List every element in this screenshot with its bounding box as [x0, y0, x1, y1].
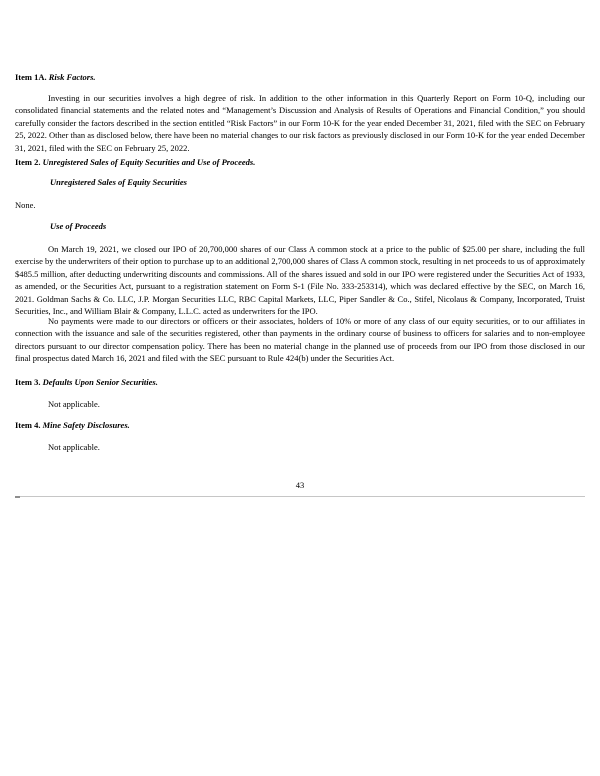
item-1a-paragraph: Investing in our securities involves a high degree of risk. In addition to the other information in this Quarterly Report on Form 10-Q, including our consolidated financial statements and the related notes and “Management’s Discussion and Analysis of Results of Operations and Financial Condition,” you should carefully consider the factors described in the section entitled “Risk Factors” in our Form 10-K for the year ended December 31, 2021, filed with the SEC on February 25, 2022. Other than as disclosed below, there have been no material changes to our risk factors as previously disclosed in our Form 10-K for the year ended December 31, 2021, filed with the SEC on February 25, 2022.	[15, 93, 585, 153]
item-2-label: Item 2.	[15, 157, 41, 167]
unregistered-sales-subheading: Unregistered Sales of Equity Securities	[50, 177, 187, 187]
item-3-label: Item 3.	[15, 377, 41, 387]
item-3-heading	[15, 376, 585, 388]
page-number: 43	[295, 480, 305, 490]
use-of-proceeds-subheading: Use of Proceeds	[50, 221, 107, 231]
item-3-body: Not applicable.	[48, 399, 100, 409]
item-4-heading	[15, 419, 585, 431]
use-of-proceeds-paragraph-2: No payments were made to our directors or officers or their associates, holders of 10% or more of any class of our equity securities, or to our affiliates in connection with the issuance and sale of the securities registered, other than payments in the ordinary course of business to officers for salaries and to non-employee directors pursuant to our director compensation policy. There has been no material change in the planned use of proceeds from our IPO from those disclosed in our final prospectus dated March 16, 2021 and filed with the SEC pursuant to Rule 424(b) under the Securities Act.	[15, 316, 585, 364]
item-1a-label: Item 1A.	[15, 72, 47, 82]
item-1a-heading	[15, 71, 585, 83]
footer-rule-left-cap	[15, 496, 20, 498]
use-of-proceeds-paragraph-1: On March 19, 2021, we closed our IPO of 20,700,000 shares of our Class A common stock at a price to the public of $25.00 per share, including the full exercise by the underwriters of their option to purchase up to an additional 2,700,000 shares of Class A common stock, resulting in net proceeds to us of approximately $485.5 million, after deducting underwriting discounts and commissions. All of the shares issued and sold in our IPO were registered under the Securities Act of 1933, as amended, or the Securities Act, pursuant to a registration statement on Form S-1 (File No. 333-253314), which was declared effective by the SEC, on March 16, 2021. Goldman Sachs & Co. LLC, J.P. Morgan Securities LLC, RBC Capital Markets, LLC, Piper Sandler & Co., Stifel, Nicolaus & Company, Incorporated, Truist Securities, Inc., and William Blair & Company, L.L.C. acted as underwriters for the IPO.	[15, 244, 585, 317]
item-3-title: Defaults Upon Senior Securities.	[42, 377, 158, 387]
unregistered-sales-body: None.	[15, 200, 36, 210]
footer-rule	[15, 496, 585, 497]
item-2-heading	[15, 156, 585, 168]
item-1a-title: Risk Factors.	[48, 72, 96, 82]
item-4-title: Mine Safety Disclosures.	[42, 420, 130, 430]
item-4-label: Item 4.	[15, 420, 41, 430]
item-4-body: Not applicable.	[48, 442, 100, 452]
item-2-title: Unregistered Sales of Equity Securities and Use of Proceeds.	[42, 157, 256, 167]
